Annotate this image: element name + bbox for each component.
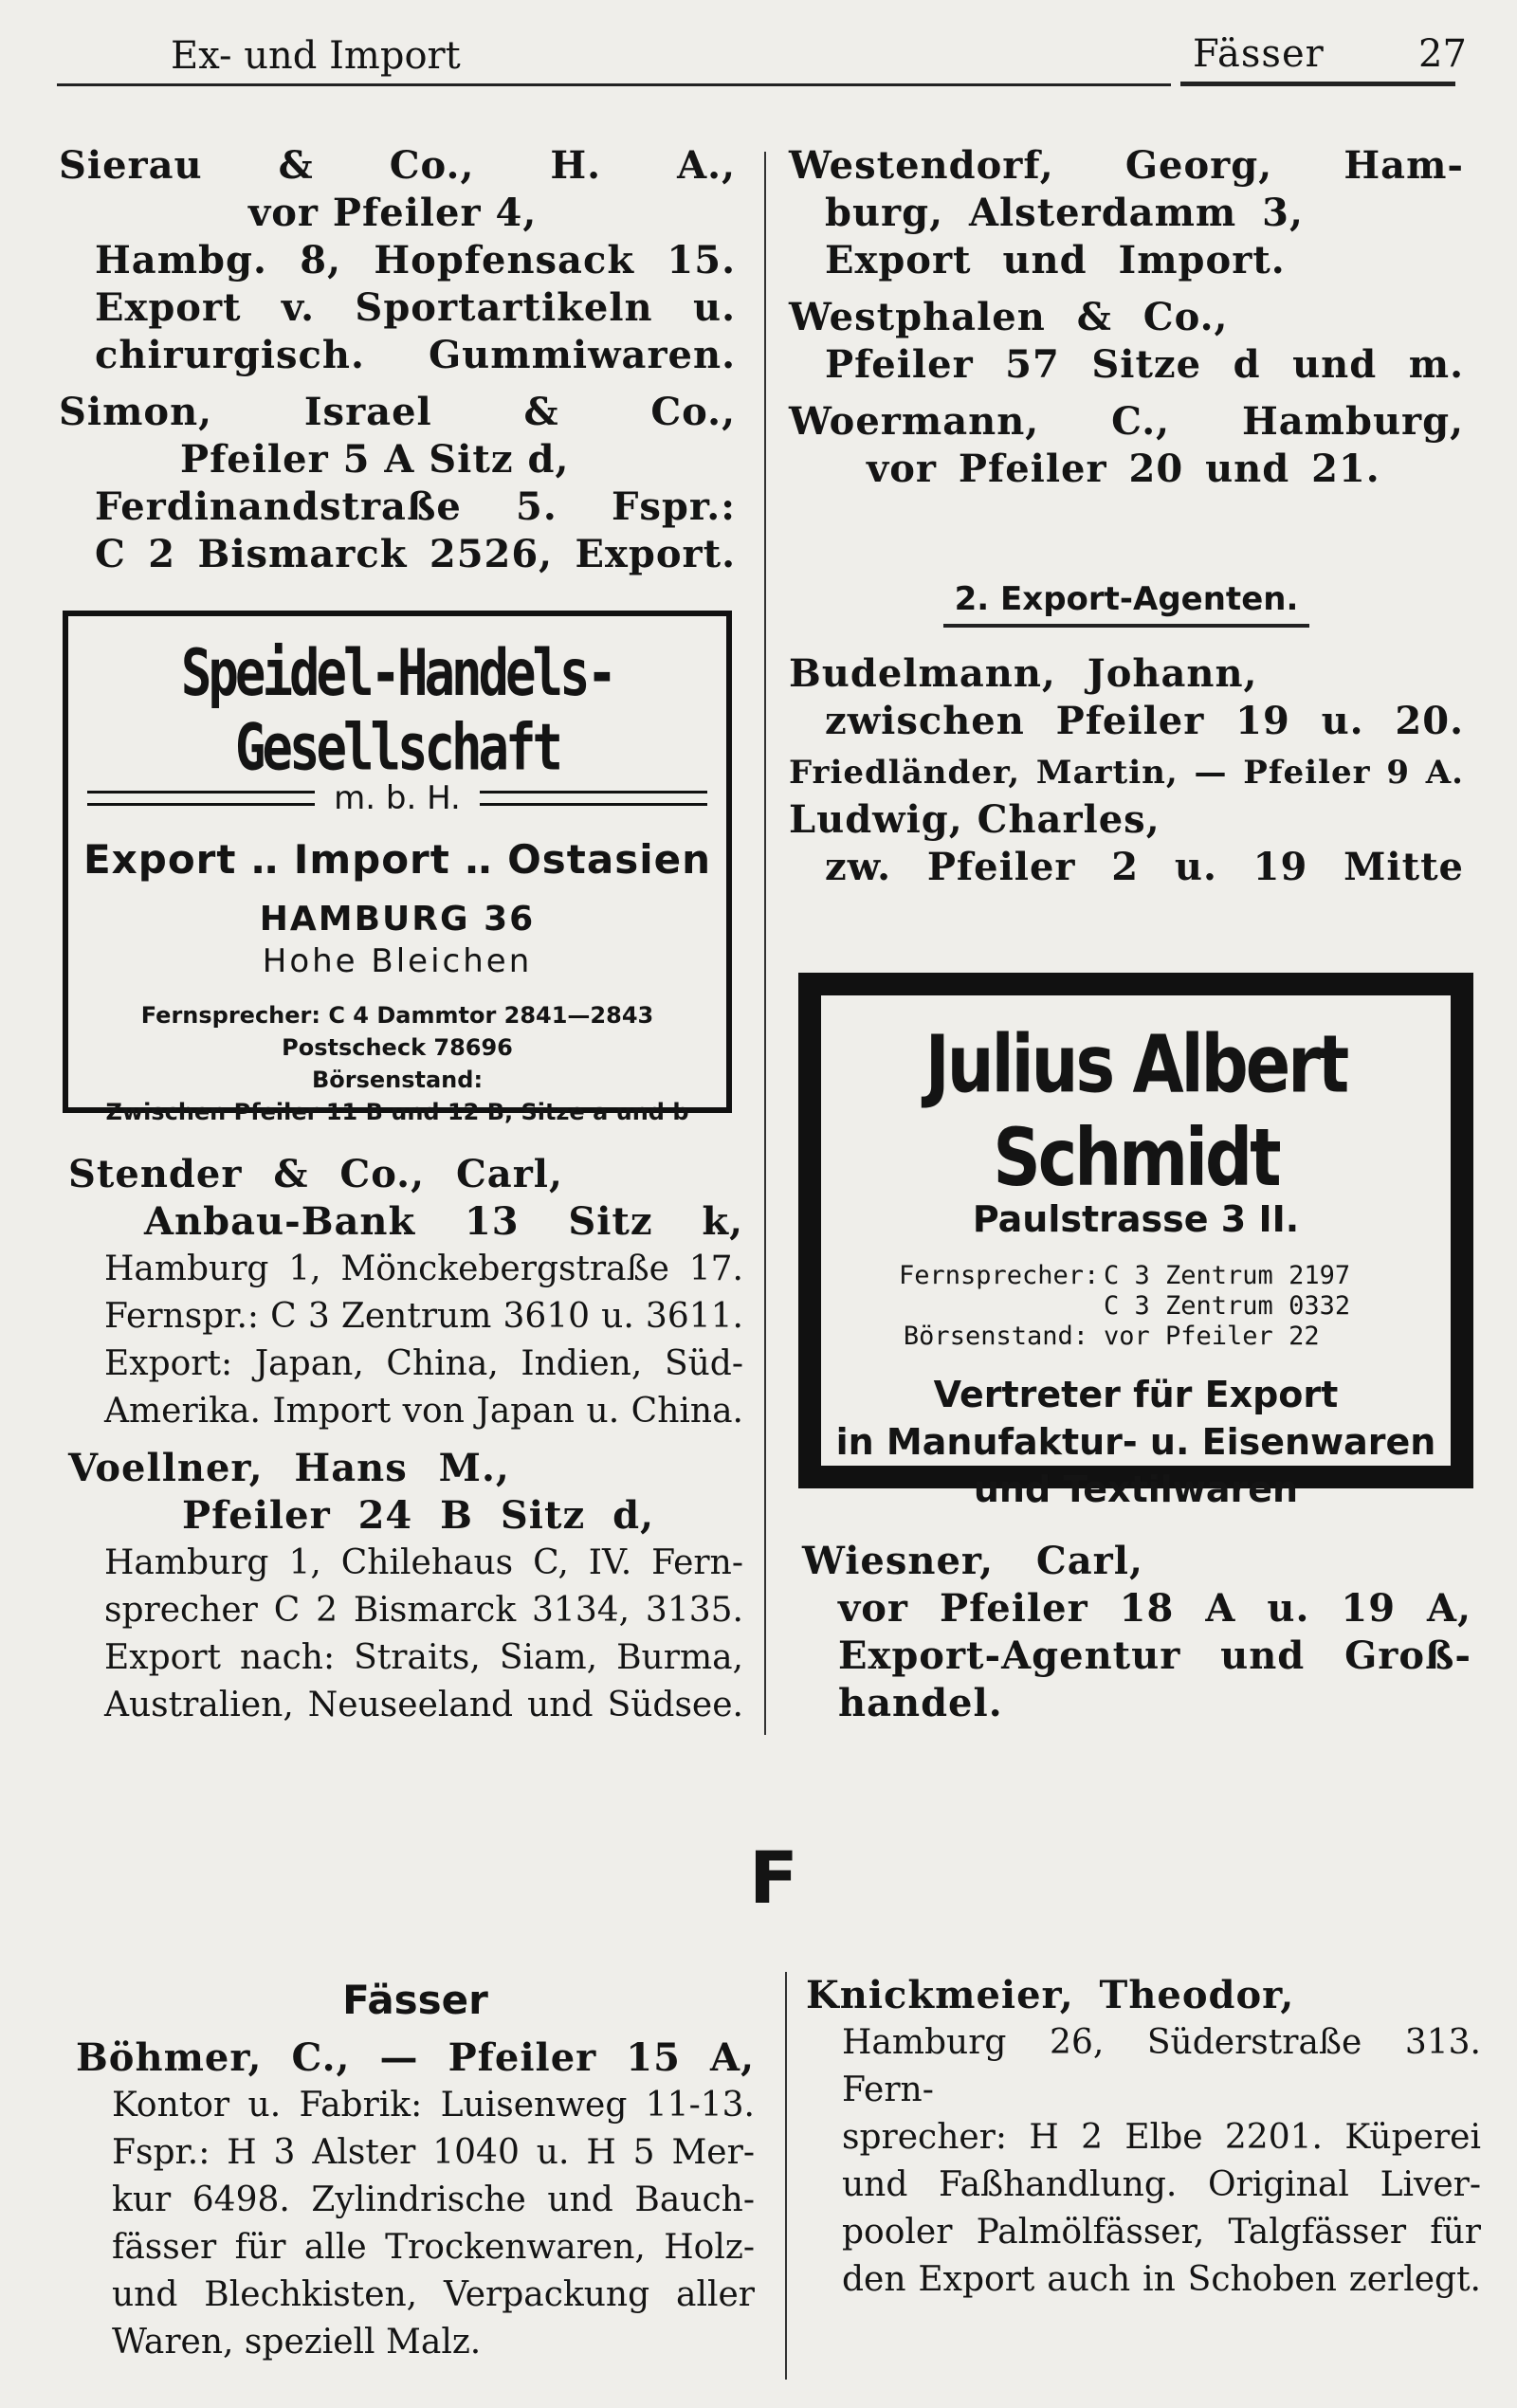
ad-street: Paulstrasse 3 II. [972,1198,1300,1240]
schmidt-advertisement [798,973,1473,1510]
text-line: sprecher C 2 Bismarck 3134, 3135. [104,1591,743,1630]
firm-line: Ferdinandstraße 5. Fspr.: [95,484,736,529]
speidel-advertisement [63,611,732,1125]
text-line: Export nach: Straits, Siam, Burma, [104,1638,743,1677]
text-line: kur 6498. Zylindrische und Bauch- [112,2180,755,2219]
firm-line: Stender & Co., Carl, [68,1152,563,1196]
firm-line: Hambg. 8, Hopfensack 15. [95,238,736,283]
entry-simon [59,389,736,578]
firm-line: Export-Agentur und Groß- [838,1633,1471,1678]
page-number: 27 [1418,32,1467,76]
firm-line: zw. Pfeiler 2 u. 19 Mitte [825,845,1464,889]
firm-line: Ludwig, Charles, [789,797,1161,842]
agents-heading-text: 2. Export-Agenten. [943,578,1310,628]
ad-title: Julius Albert Schmidt [924,1017,1347,1205]
ad-trade-line: Export ‥ Import ‥ Ostasien [82,836,711,883]
column-divider-top [764,152,766,1735]
text-line: Hamburg 1, Chilehaus C, IV. Fern- [104,1543,743,1582]
ad-phone: Fernsprecher: C 4 Dammtor 2841—2843 [140,1002,654,1029]
firm-line: Westphalen & Co., [789,295,1229,339]
text-line: Export: Japan, China, Indien, Süd- [104,1344,743,1383]
text-line: Waren, speziell Malz. [112,2323,482,2362]
double-rule [87,791,315,806]
firm-line: Woermann, C., Hamburg, [789,399,1464,444]
entry-budelmann [789,650,1464,745]
firm-line: Pfeiler 24 B Sitz d, [182,1493,654,1538]
firm-line: Budelmann, Johann, [789,651,1258,696]
entry-sierau [59,142,736,379]
running-header [0,25,1517,91]
firm-line: burg, Alsterdamm 3, [825,191,1304,235]
firm-line: vor Pfeiler 4, [248,191,538,235]
ad-suffix: m. b. H. [334,779,461,817]
text-line: Australien, Neuseeland und Südsee. [104,1686,743,1724]
faesser-right-column [806,1972,1481,2304]
faesser-left-column [76,1972,755,2366]
section-letter: F [749,1835,798,1920]
text-line: fässer für alle Trockenwaren, Holz- [112,2228,755,2267]
header-rule [57,83,1171,86]
entry-friedlaender [789,749,1464,796]
text-line: den Export auch in Schoben zerlegt. [842,2260,1481,2299]
firm-line: Knickmeier, Theodor, [806,1973,1295,2017]
text-line: sprecher: H 2 Elbe 2201. Küperei [842,2118,1481,2157]
ad-boersenstand: vor Pfeiler 22 [1104,1322,1320,1351]
header-title: Ex- und Import [171,34,461,78]
ad-title: Speidel-Handels-Gesellschaft [180,635,614,785]
text-line: pooler Palmölfässer, Talgfässer für [842,2213,1481,2252]
ad-boersenstand-label: Börsenstand: [311,1067,484,1093]
firm-line: Voellner, Hans M., [68,1446,510,1490]
firm-line: Wiesner, Carl, [802,1539,1143,1583]
faesser-heading: Fässer [342,1977,488,2023]
agents-section [789,578,1464,901]
schmidt-ad-inner [817,992,1454,1510]
header-section: Fässer [1193,32,1325,76]
firm-line: Sierau & Co., H. A., [59,143,736,188]
firm-line: chirurgisch. Gummiwaren. [95,333,736,377]
ad-boersenstand: Zwischen Pfeiler 11 B und 12 B, Sitze a und b [105,1099,689,1125]
ad-boersenstand-row [899,1322,1373,1352]
firm-line: vor Pfeiler 18 A u. 19 A, [838,1586,1471,1631]
ad-phone-label: Fernsprecher: [899,1261,1100,1290]
ad-repr-line: Vertreter für Export [933,1374,1339,1415]
ad-repr-line: und Textilwaren [973,1469,1299,1510]
ad-phone-row [899,1261,1373,1291]
ad-phone-1: C 3 Zentrum 2197 [1104,1261,1351,1290]
firm-line: vor Pfeiler 20 und 21. [867,447,1380,491]
column-divider-bottom [785,1972,787,2380]
entry-westendorf [789,142,1464,284]
entry-voellner [68,1445,743,1729]
firm-line: Export v. Sportartikeln u. [95,285,736,330]
entry-ludwig [789,796,1464,891]
text-line: Kontor u. Fabrik: Luisenweg 11-13. [112,2086,755,2125]
firm-line: Böhmer, C., — Pfeiler 15 A, [76,2035,755,2080]
left-column-bottom [68,1151,743,1739]
ad-suffix-row [68,779,726,817]
firm-line: Simon, Israel & Co., [59,390,736,434]
ad-boersenstand-label: Börsenstand: [903,1322,1088,1351]
ad-phone-block [899,1261,1373,1352]
firm-line: Export und Import. [825,238,1286,283]
ad-phone-spacer [899,1291,1104,1322]
ad-postscheck: Postscheck 78696 [282,1034,513,1061]
entry-wiesner [802,1538,1471,1727]
firm-line: Pfeiler 57 Sitze d und m. [825,342,1464,387]
firm-line: zwischen Pfeiler 19 u. 20. [825,699,1464,743]
firm-line: Friedländer, Martin, — Pfeiler 9 A. [789,754,1464,792]
firm-line: Pfeiler 5 A Sitz d, [180,437,570,482]
text-line: Amerika. Import von Japan u. China. [104,1392,743,1431]
text-line: und Faßhandlung. Original Liver- [842,2165,1481,2204]
text-line: Hamburg 26, Süderstraße 313. Fern- [842,2023,1481,2109]
ad-phone-2: C 3 Zentrum 0332 [1104,1291,1351,1321]
right-column-top [789,142,1464,502]
firm-line: handel. [838,1681,1003,1725]
header-rule-thick [1180,82,1455,86]
firm-line: C 2 Bismarck 2526, Export. [95,532,736,576]
ad-representation [821,1371,1451,1513]
agents-heading [789,578,1464,628]
ad-city: HAMBURG 36 [259,900,536,939]
ad-street: Hohe Bleichen [262,942,533,980]
ad-phone-row [899,1291,1373,1322]
entry-westphalen [789,294,1464,389]
text-line: Hamburg 1, Mönckebergstraße 17. [104,1250,743,1288]
ad-repr-line: in Manufaktur- u. Eisenwaren [835,1421,1436,1463]
firm-line: Anbau-Bank 13 Sitz k, [144,1199,743,1244]
entry-stender [68,1151,743,1435]
entry-woermann [789,398,1464,493]
left-column-top [59,142,736,588]
double-rule [480,791,707,806]
text-line: Fspr.: H 3 Alster 1040 u. H 5 Mer- [112,2133,755,2172]
text-line: und Blechkisten, Verpackung aller [112,2275,755,2314]
firm-line: Westendorf, Georg, Ham- [789,143,1464,188]
text-line: Fernspr.: C 3 Zentrum 3610 u. 3611. [104,1297,743,1336]
